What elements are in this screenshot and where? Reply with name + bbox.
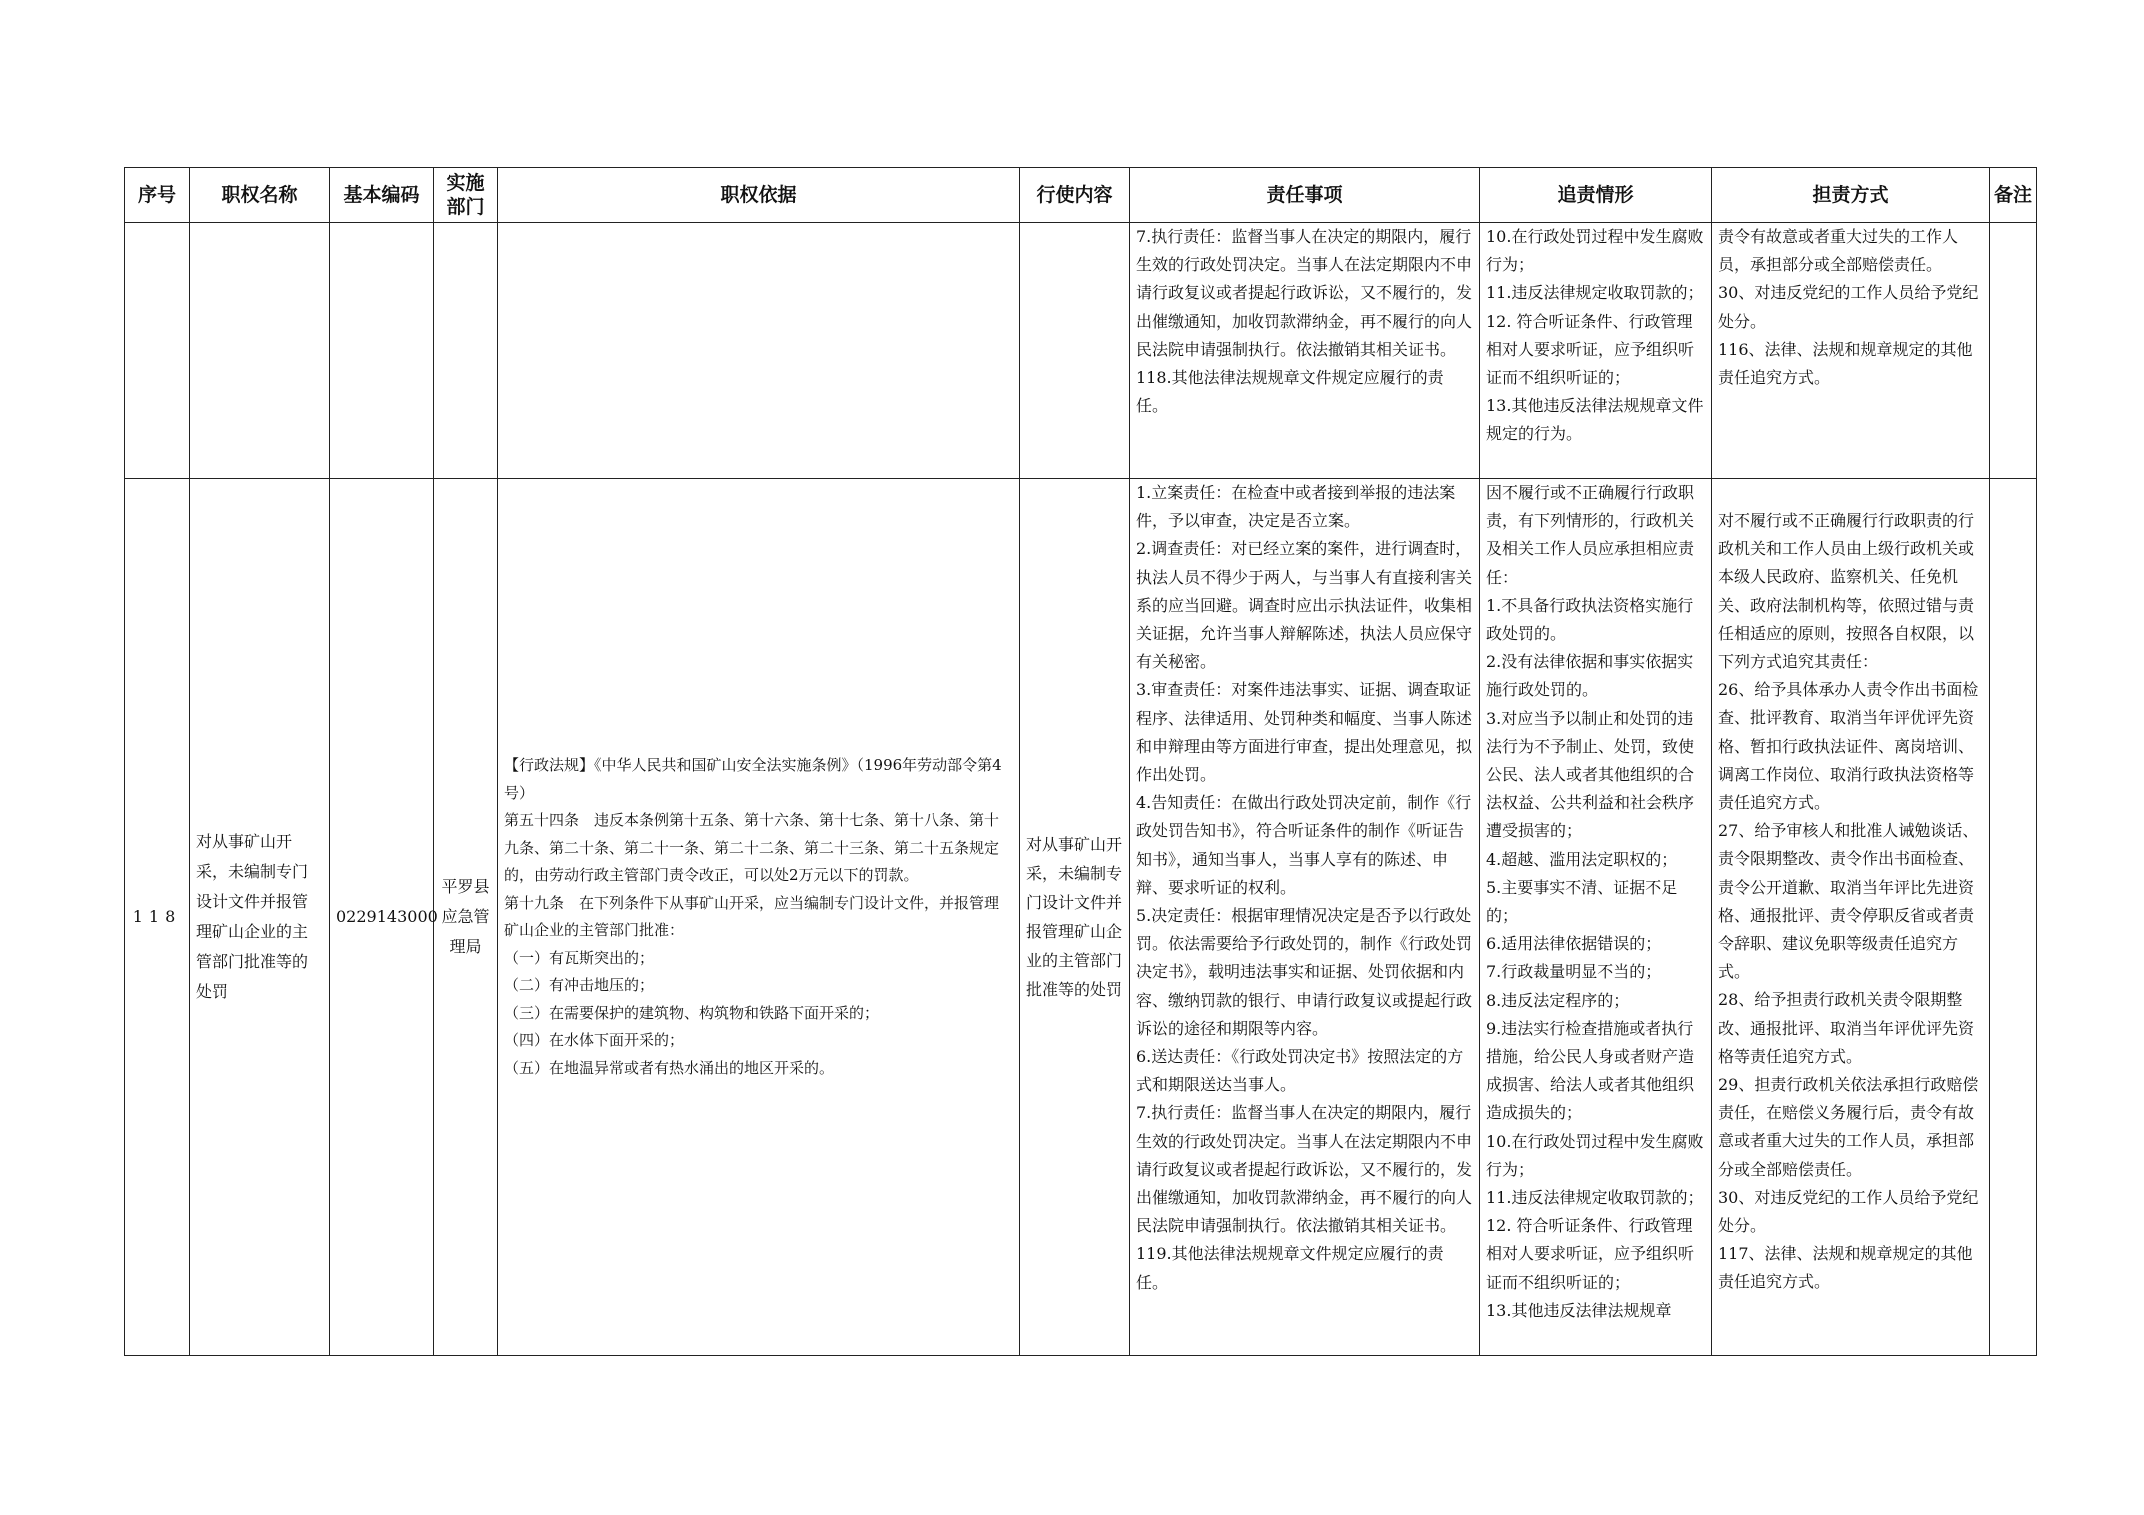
duty-item: 6.送达责任：《行政处罚决定书》按照法定的方式和期限送达当事人。 bbox=[1136, 1047, 1464, 1095]
liability-item: 117、法律、法规和规章规定的其他责任追究方式。 bbox=[1718, 1244, 1973, 1292]
accountability-item: 5.主要事实不清、证据不足的； bbox=[1486, 877, 1678, 926]
cell-name: 对从事矿山开采，未编制专门设计文件并报管理矿山企业的主管部门批准等的处罚 bbox=[190, 479, 330, 1356]
accountability-item: 8.违反法定程序的； bbox=[1486, 990, 1630, 1010]
cell-duties bbox=[1130, 479, 1480, 1356]
header-basis: 职权依据 bbox=[498, 168, 1020, 223]
accountability-item: 因不履行或不正确履行行政职责，有下列情形的，行政机关及相关工作人员应承担相应责任： bbox=[1486, 483, 1695, 587]
accountability-item: 10.在行政处罚过程中发生腐败行为； bbox=[1486, 1131, 1704, 1179]
duty-item: 2.调查责任：对已经立案的案件，进行调查时，执法人员不得少于两人，与当事人有直接利害关系的应当回避。调查时应出示执法证件，收集相关证据，允许当事人辩解陈述，执法人员应保守有关秘密。 bbox=[1136, 539, 1473, 672]
cell-name bbox=[190, 223, 330, 479]
liability-item: 29、担责行政机关依法承担行政赔偿责任，在赔偿义务履行后，责令有故意或者重大过失的工作人员，承担部分或全部赔偿责任。 bbox=[1718, 1075, 1979, 1179]
basis-item: 【行政法规】《中华人民共和国矿山安全法实施条例》（1996年劳动部令第4号） bbox=[504, 756, 1002, 802]
cell-remark bbox=[1990, 479, 2037, 1356]
duty-item: 4.告知责任：在做出行政处罚决定前，制作《行政处罚告知书》，符合听证条件的制作《听证告知书》，通知当事人，当事人享有的陈述、申辩、要求听证的权利。 bbox=[1136, 793, 1472, 897]
accountability-item: 7.行政裁量明显不当的； bbox=[1486, 962, 1662, 982]
duty-item: 118.其他法律法规规章文件规定应履行的责任。 bbox=[1136, 368, 1444, 416]
header-row bbox=[125, 168, 2037, 223]
accountability-item: 3.对应当予以制止和处罚的违法行为不予制止、处罚，致使公民、法人或者其他组织的合法权益、公共利益和社会秩序遭受损害的； bbox=[1486, 708, 1695, 841]
accountability-item: 13.其他违反法律法规规章文件规定的行为。 bbox=[1486, 396, 1704, 444]
cell-code bbox=[330, 223, 434, 479]
table-row bbox=[125, 479, 2037, 1356]
liability-item: 26、给予具体承办人责令作出书面检查、批评教育、取消当年评优评先资格、暂扣行政执法证件、离岗培训、调离工作岗位、取消行政执法资格等责任追究方式。 bbox=[1718, 680, 1979, 813]
cell-basis bbox=[498, 223, 1020, 479]
liability-item: 对不履行或不正确履行行政职责的行政机关和工作人员由上级行政机关或本级人民政府、监察机关、任免机关、政府法制机构等，依照过错与责任相适应的原则，按照各自权限，以下列方式追究其责任： bbox=[1718, 511, 1975, 672]
liability-item: 30、对违反党纪的工作人员给予党纪处分。 bbox=[1718, 283, 1979, 331]
table-row bbox=[125, 223, 2037, 479]
basis-item: （一）有瓦斯突出的； bbox=[504, 948, 655, 967]
basis-item: 第十九条 在下列条件下从事矿山开采，应当编制专门设计文件，并报管理矿山企业的主管部门批准： bbox=[504, 893, 1000, 939]
accountability-item: 2.没有法律依据和事实依据实施行政处罚的。 bbox=[1486, 652, 1694, 700]
cell-liability bbox=[1712, 223, 1990, 479]
duty-item: 7.执行责任：监督当事人在决定的期限内，履行生效的行政处罚决定。当事人在法定期限内不申请行政复议或者提起行政诉讼，又不履行的，发出催缴通知，加收罚款滞纳金，再不履行的向人民法院申请强制执行。依法撤销其相关证书。 bbox=[1136, 227, 1473, 359]
liability-item: 责令有故意或者重大过失的工作人员，承担部分或全部赔偿责任。 bbox=[1718, 227, 1959, 275]
duty-item: 7.执行责任：监督当事人在决定的期限内，履行生效的行政处罚决定。当事人在法定期限内不申请行政复议或者提起行政诉讼，又不履行的，发出催缴通知，加收罚款滞纳金，再不履行的向人民法院申请强制执行。依法撤销其相关证书。 bbox=[1136, 1103, 1473, 1236]
accountability-item: 1.不具备行政执法资格实施行政处罚的。 bbox=[1486, 595, 1694, 644]
cell-content: 对从事矿山开采，未编制专门设计文件并报管理矿山企业的主管部门批准等的处罚 bbox=[1020, 479, 1130, 1356]
header-accountability: 追责情形 bbox=[1480, 168, 1712, 223]
accountability-item: 11.违反法律规定收取罚款的； bbox=[1486, 283, 1704, 303]
basis-item: 第五十四条 违反本条例第十五条、第十六条、第十七条、第十八条、第十九条、第二十条、第二十一条、第二十二条、第二十三条、第二十五条规定的，由劳动行政主管部门责令改正，可以处2万元以下的罚款。 bbox=[504, 811, 1000, 884]
duty-item: 1.立案责任：在检查中或者接到举报的违法案件，予以审查，决定是否立案。 bbox=[1136, 483, 1456, 531]
cell-accountability bbox=[1480, 479, 1712, 1356]
accountability-item: 9.违法实行检查措施或者执行措施，给公民人身或者财产造成损害、给法人或者其他组织造成损失的； bbox=[1486, 1018, 1695, 1123]
cell-dept bbox=[434, 223, 498, 479]
accountability-item: 11.违反法律规定收取罚款的； bbox=[1486, 1188, 1704, 1208]
header-liability: 担责方式 bbox=[1712, 168, 1990, 223]
basis-item: （五）在地温异常或者有热水涌出的地区开采的。 bbox=[504, 1058, 835, 1077]
header-seq: 序号 bbox=[125, 168, 190, 223]
accountability-item: 4.超越、滥用法定职权的； bbox=[1486, 849, 1678, 869]
duty-item: 119.其他法律法规规章文件规定应履行的责任。 bbox=[1136, 1244, 1444, 1292]
liability-item: 30、对违反党纪的工作人员给予党纪处分。 bbox=[1718, 1187, 1979, 1236]
cell-seq bbox=[125, 223, 190, 479]
cell-remark bbox=[1990, 223, 2037, 479]
responsibility-table bbox=[124, 167, 2037, 1356]
header-remark: 备注 bbox=[1990, 168, 2037, 223]
basis-item: （二）有冲击地压的； bbox=[504, 976, 655, 994]
cell-dept: 平罗县应急管理局 bbox=[434, 479, 498, 1356]
cell-code: 0229143000 bbox=[330, 479, 434, 1356]
accountability-item: 13.其他违反法律法规规章 bbox=[1486, 1300, 1672, 1320]
cell-liability bbox=[1712, 479, 1990, 1356]
header-duties: 责任事项 bbox=[1130, 168, 1480, 223]
header-content: 行使内容 bbox=[1020, 168, 1130, 223]
accountability-item: 6.适用法律依据错误的； bbox=[1486, 934, 1662, 954]
cell-basis bbox=[498, 479, 1020, 1356]
header-name: 职权名称 bbox=[190, 168, 330, 223]
header-dept: 实施部门 bbox=[434, 168, 498, 223]
accountability-item: 12. 符合听证条件、行政管理相对人要求听证，应予组织听证而不组织听证的； bbox=[1486, 1216, 1695, 1292]
liability-item: 116、法律、法规和规章规定的其他责任追究方式。 bbox=[1718, 339, 1973, 388]
liability-item: 27、给予审核人和批准人诫勉谈话、责令限期整改、责令作出书面检查、责令公开道歉、取消当年评比先进资格、通报批评、责令停职反省或者责令辞职、建议免职等级责任追究方式。 bbox=[1718, 821, 1979, 982]
liability-item: 28、给予担责行政机关责令限期整改、通报批评、取消当年评优评先资格等责任追究方式。 bbox=[1718, 990, 1975, 1066]
accountability-item: 12. 符合听证条件、行政管理相对人要求听证，应予组织听证而不组织听证的； bbox=[1486, 311, 1695, 388]
duty-item: 3.审查责任：对案件违法事实、证据、调查取证程序、法律适用、处罚种类和幅度、当事人陈述和申辩理由等方面进行审查，提出处理意见，拟作出处罚。 bbox=[1136, 680, 1473, 785]
basis-item: （三）在需要保护的建筑物、构筑物和铁路下面开采的； bbox=[504, 1003, 880, 1022]
cell-duties bbox=[1130, 223, 1480, 479]
basis-item: （四）在水体下面开采的； bbox=[504, 1031, 685, 1049]
cell-accountability bbox=[1480, 223, 1712, 479]
cell-seq: 118 bbox=[125, 479, 190, 1356]
cell-content bbox=[1020, 223, 1130, 479]
duty-item: 5.决定责任：根据审理情况决定是否予以行政处罚。依法需要给予行政处罚的，制作《行政处罚决定书》，载明违法事实和证据、处罚依据和内容、缴纳罚款的银行、申请行政复议或提起行政诉讼的途径和期限等内容。 bbox=[1136, 906, 1473, 1038]
header-code: 基本编码 bbox=[330, 168, 434, 223]
accountability-item: 10.在行政处罚过程中发生腐败行为； bbox=[1486, 227, 1704, 275]
